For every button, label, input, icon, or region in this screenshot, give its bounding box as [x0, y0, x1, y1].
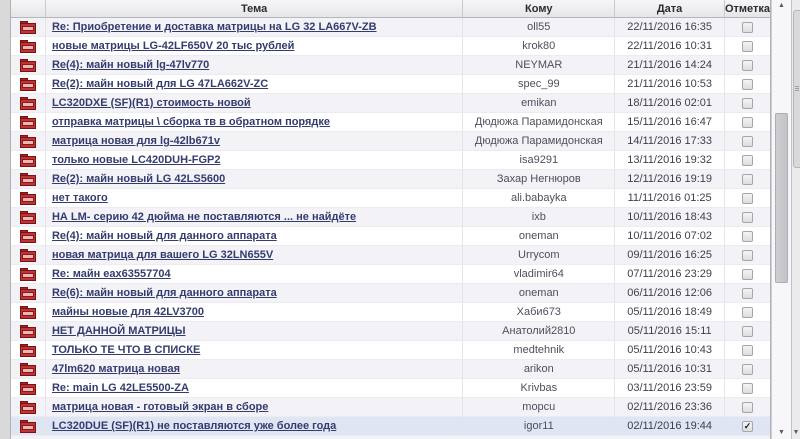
topic-link[interactable]: новая матрица для вашего LG 32LN655V — [51, 249, 274, 261]
folder-icon — [20, 116, 36, 129]
table-row[interactable] — [11, 18, 770, 37]
topic-link[interactable]: НА LM- серию 42 дюйма не поставляются ... не найдёте — [51, 211, 357, 223]
table-header — [11, 0, 770, 18]
recipient-name: Дюдюжа Парамидонская — [463, 113, 615, 131]
folder-icon — [20, 230, 36, 243]
message-date: 22/11/2016 16:35 — [615, 18, 725, 36]
message-date: 12/11/2016 19:19 — [615, 170, 725, 188]
mark-checkbox[interactable] — [742, 136, 753, 147]
topic-link[interactable]: матрица новая для lg-42lb671v — [51, 135, 220, 147]
message-date: 02/11/2016 23:36 — [615, 398, 725, 416]
recipient-name: Krivbas — [463, 379, 615, 397]
topic-link[interactable]: только новые LC420DUH-FGP2 — [51, 154, 221, 166]
topic-link[interactable]: Re(6): майн новый для данного аппарата — [51, 287, 277, 299]
message-date: 14/11/2016 17:33 — [615, 132, 725, 150]
message-date: 05/11/2016 15:11 — [615, 322, 725, 340]
table-row[interactable] — [11, 189, 770, 208]
mark-checkbox[interactable] — [742, 269, 753, 280]
window-scroll-down-icon[interactable]: ▼ — [792, 429, 800, 436]
folder-icon — [20, 135, 36, 148]
message-date: 05/11/2016 10:31 — [615, 360, 725, 378]
mark-checkbox[interactable] — [742, 364, 753, 375]
mark-checkbox[interactable] — [742, 402, 753, 413]
topic-link[interactable]: нет такого — [51, 192, 108, 204]
message-date: 21/11/2016 10:53 — [615, 75, 725, 93]
message-date: 21/11/2016 14:24 — [615, 56, 725, 74]
folder-icon — [20, 363, 36, 376]
table-row[interactable] — [11, 132, 770, 151]
topic-link[interactable]: Re(4): майн новый lg-47lv770 — [51, 59, 210, 71]
topic-link[interactable]: Re(2): майн новый для LG 47LA662V-ZC — [51, 78, 269, 90]
recipient-name: Анатолий2810 — [463, 322, 615, 340]
message-date: 05/11/2016 18:49 — [615, 303, 725, 321]
topic-link[interactable]: отправка матрицы \ сборка тв в обратном порядке — [51, 116, 331, 128]
message-date: 18/11/2016 02:01 — [615, 94, 725, 112]
table-row[interactable] — [11, 265, 770, 284]
folder-icon — [20, 78, 36, 91]
mark-checkbox[interactable] — [742, 307, 753, 318]
message-date: 05/11/2016 10:43 — [615, 341, 725, 359]
topic-link[interactable]: LC320DUE (SF)(R1) не поставляются уже более года — [51, 420, 337, 432]
recipient-name: igor11 — [463, 417, 615, 435]
message-date: 09/11/2016 16:25 — [615, 246, 725, 264]
recipient-name: Захар Негнюров — [463, 170, 615, 188]
table-row[interactable] — [11, 303, 770, 322]
mark-checkbox[interactable] — [742, 98, 753, 109]
table-row[interactable] — [11, 417, 770, 436]
recipient-name: NEYMAR — [463, 56, 615, 74]
header-icon-column — [11, 0, 46, 17]
table-body — [11, 18, 770, 439]
topic-link[interactable]: новые матрицы LG-42LF650V 20 тыс рублей — [51, 40, 295, 52]
recipient-name: spec_99 — [463, 75, 615, 93]
folder-icon — [20, 211, 36, 224]
message-date: 22/11/2016 10:31 — [615, 37, 725, 55]
message-date: 10/11/2016 18:43 — [615, 208, 725, 226]
topic-link[interactable]: Re: main LG 42LE5500-ZA — [51, 382, 189, 394]
mark-checkbox[interactable] — [742, 60, 753, 71]
mark-checkbox[interactable]: ✓ — [743, 420, 752, 431]
table-row[interactable] — [11, 284, 770, 303]
topic-link[interactable]: Re(4): майн новый для данного аппарата — [51, 230, 277, 242]
mark-checkbox[interactable] — [742, 174, 753, 185]
topic-link[interactable]: Re: Приобретение и доставка матрицы на LG 32 LA667V-ZB — [51, 21, 377, 33]
message-date: 02/11/2016 19:44 — [615, 417, 725, 435]
table-row[interactable] — [11, 151, 770, 170]
table-row[interactable] — [11, 94, 770, 113]
topic-link[interactable]: Re(2): майн новый LG 42LS5600 — [51, 173, 226, 185]
recipient-name: emikan — [463, 94, 615, 112]
message-date: 07/11/2016 23:29 — [615, 265, 725, 283]
folder-icon — [20, 420, 36, 433]
recipient-name: krok80 — [463, 37, 615, 55]
mark-checkbox[interactable] — [742, 231, 753, 242]
header-topic: Тема — [46, 0, 463, 17]
folder-icon — [20, 268, 36, 281]
header-to: Кому — [463, 0, 615, 17]
list-scrollbar-thumb[interactable] — [775, 113, 788, 283]
topic-link[interactable]: 47lm620 матрица новая — [51, 363, 180, 375]
recipient-name: oll55 — [463, 18, 615, 36]
table-row[interactable] — [11, 75, 770, 94]
folder-icon — [20, 59, 36, 72]
topic-link[interactable]: LC320DXE (SF)(R1) стоимость новой — [51, 97, 251, 109]
recipient-name: arikon — [463, 360, 615, 378]
mark-checkbox[interactable] — [742, 193, 753, 204]
recipient-name: Дюдюжа Парамидонская — [463, 132, 615, 150]
list-scrollbar[interactable] — [771, 0, 791, 439]
recipient-name: oneman — [463, 227, 615, 245]
table-row[interactable] — [11, 37, 770, 56]
scrollbar-grip — [795, 85, 799, 92]
table-row[interactable] — [11, 113, 770, 132]
table-row[interactable] — [11, 398, 770, 417]
mark-checkbox[interactable] — [742, 117, 753, 128]
recipient-name: ixb — [463, 208, 615, 226]
window-scrollbar[interactable] — [791, 0, 800, 439]
recipient-name: isa9291 — [463, 151, 615, 169]
table-row[interactable] — [11, 208, 770, 227]
recipient-name: Хаби673 — [463, 303, 615, 321]
table-row[interactable] — [11, 56, 770, 75]
topic-link[interactable]: майны новые для 42LV3700 — [51, 306, 205, 318]
folder-icon — [20, 154, 36, 167]
message-date: 15/11/2016 16:47 — [615, 113, 725, 131]
message-date: 06/11/2016 12:06 — [615, 284, 725, 302]
folder-icon — [20, 382, 36, 395]
folder-icon — [20, 97, 36, 110]
folder-icon — [20, 401, 36, 414]
scroll-up-icon[interactable]: ▲ — [778, 2, 785, 9]
folder-icon — [20, 40, 36, 53]
mark-checkbox[interactable] — [742, 22, 753, 33]
recipient-name: medtehnik — [463, 341, 615, 359]
mark-checkbox[interactable] — [742, 212, 753, 223]
folder-icon — [20, 249, 36, 262]
topic-link[interactable]: НЕТ ДАННОЙ МАТРИЦЫ — [51, 325, 186, 337]
message-date: 03/11/2016 23:59 — [615, 379, 725, 397]
mark-checkbox[interactable] — [742, 383, 753, 394]
table-row[interactable] — [11, 170, 770, 189]
message-table — [10, 0, 771, 439]
recipient-name: oneman — [463, 284, 615, 302]
folder-icon — [20, 287, 36, 300]
header-date: Дата — [615, 0, 725, 17]
table-row[interactable] — [11, 246, 770, 265]
folder-icon — [20, 192, 36, 205]
window-scrollbar-thumb[interactable] — [793, 10, 800, 168]
mark-checkbox[interactable] — [742, 326, 753, 337]
topic-link[interactable]: Re: майн eax63557704 — [51, 268, 171, 280]
table-row[interactable] — [11, 379, 770, 398]
folder-icon — [20, 344, 36, 357]
table-row[interactable] — [11, 341, 770, 360]
table-row[interactable] — [11, 227, 770, 246]
header-mark: Отметка — [724, 2, 771, 15]
folder-icon — [20, 325, 36, 338]
message-date: 11/11/2016 01:25 — [615, 189, 725, 207]
mark-checkbox[interactable] — [742, 155, 753, 166]
message-date: 13/11/2016 19:32 — [615, 151, 725, 169]
mark-checkbox[interactable] — [742, 345, 753, 356]
message-date: 10/11/2016 07:02 — [615, 227, 725, 245]
topic-link[interactable]: ТОЛЬКО ТЕ ЧТО В СПИСКЕ — [51, 344, 201, 356]
scroll-down-icon[interactable]: ▼ — [778, 429, 785, 436]
recipient-name: mopcu — [463, 398, 615, 416]
mark-checkbox[interactable] — [742, 250, 753, 261]
folder-icon — [20, 21, 36, 34]
mark-checkbox[interactable] — [742, 288, 753, 299]
topic-link[interactable]: матрица новая - готовый экран в сборе — [51, 401, 269, 413]
recipient-name: Urrycom — [463, 246, 615, 264]
folder-icon — [20, 306, 36, 319]
table-row[interactable] — [11, 360, 770, 379]
recipient-name: vladimir64 — [463, 265, 615, 283]
mark-checkbox[interactable] — [742, 41, 753, 52]
folder-icon — [20, 173, 36, 186]
table-row[interactable] — [11, 322, 770, 341]
recipient-name: ali.babayka — [463, 189, 615, 207]
mark-checkbox[interactable] — [742, 79, 753, 90]
